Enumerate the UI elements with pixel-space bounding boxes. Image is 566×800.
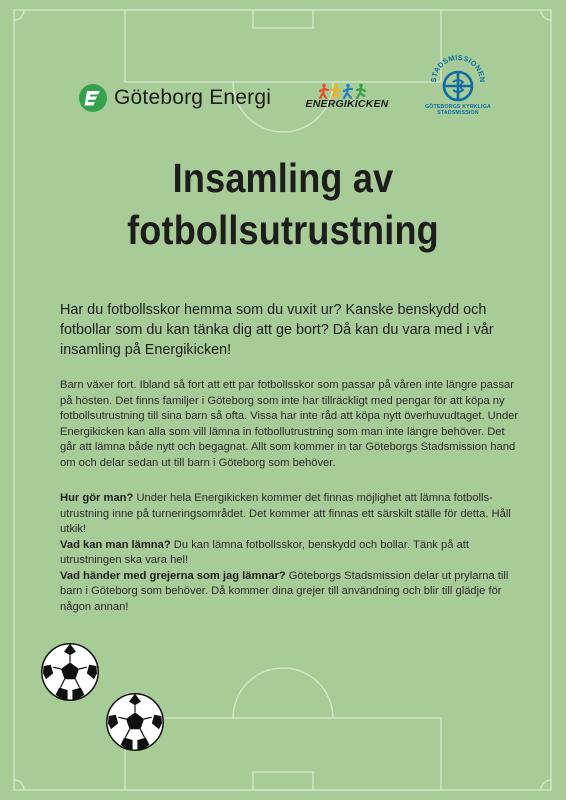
qa-section <box>60 491 522 615</box>
qa-item <box>60 569 522 616</box>
stadsmissionen-logo <box>418 54 498 116</box>
stadsmissionen-line2: STADSMISSION <box>437 110 479 116</box>
qa-item <box>60 538 522 569</box>
stadsmissionen-line1: GÖTEBORGS KYRKLIGA <box>425 104 491 110</box>
soccer-ball-icon <box>105 692 165 752</box>
energikicken-logo <box>303 83 391 110</box>
soccer-ball-icon <box>40 642 100 702</box>
qa-item <box>60 491 522 538</box>
title-line-2: fotbollsutrustning <box>127 207 439 253</box>
goteborg-energi-logo <box>78 83 271 113</box>
intro-paragraph: Har du fotbollsskor hemma som du vuxit ur? Kanske benskydd och fotbollar som du kan tänka dig att ge bort? Då kan du vara med i vår insamling på Energikicken! <box>60 302 494 358</box>
qa-question: Vad kan man lämna? <box>60 538 171 551</box>
logo-row <box>0 0 566 130</box>
stadsmissionen-arc-text: STADSMISSIONEN <box>428 54 488 83</box>
qa-answer: Under hela Energikicken kommer det finnas möjlighet att lämna fotbolls-utrustning inne på turneringsområdet. Det kommer att finnas ett särskilt ställe för detta. Håll utkik! <box>60 492 511 535</box>
players-icon <box>317 83 377 99</box>
energikicken-wordmark: ENERGIKICKEN <box>305 98 389 110</box>
body-paragraph: Barn växer fort. Ibland så fort att ett par fotbollsskor som passar på våren inte längre passar på hösten. Det finns familjer i Göteborg som inte har tillräckligt med pengar för att köpa ny fotbollsutrustning till sina barn så ofta. Vissa har inte råd att köpa nytt överhuvudtaget. Under Energikicken kan alla som vill lämna in fotbollutrustning som man inte längre behöver. Det går att lämna både nytt och begagnat. Allt som kommer in tar Göteborgs Stadsmission hand om och delar sedan ut till barn i Göteborg som behöver. <box>60 379 519 469</box>
goteborg-energi-wordmark: Göteborg Energi <box>114 86 272 109</box>
qa-answer: Göteborgs Stadsmission delar ut prylarna till barn i Göteborg som behöver. Då kommer dina grejer till användning och blir till glädje för någon annan! <box>60 569 509 613</box>
qa-answer: Du kan lämna fotbollsskor, benskydd och bollar. Tänk på att utrustningen ska vara hel! <box>60 538 469 566</box>
title-line-1: Insamling av <box>172 155 394 201</box>
qa-question: Hur gör man? <box>60 492 134 504</box>
page-title <box>34 152 532 256</box>
qa-question: Vad händer med grejerna som jag lämnar? <box>60 569 286 582</box>
goteborg-energi-icon <box>78 83 108 113</box>
stadsmissionen-emblem-icon <box>427 54 489 104</box>
